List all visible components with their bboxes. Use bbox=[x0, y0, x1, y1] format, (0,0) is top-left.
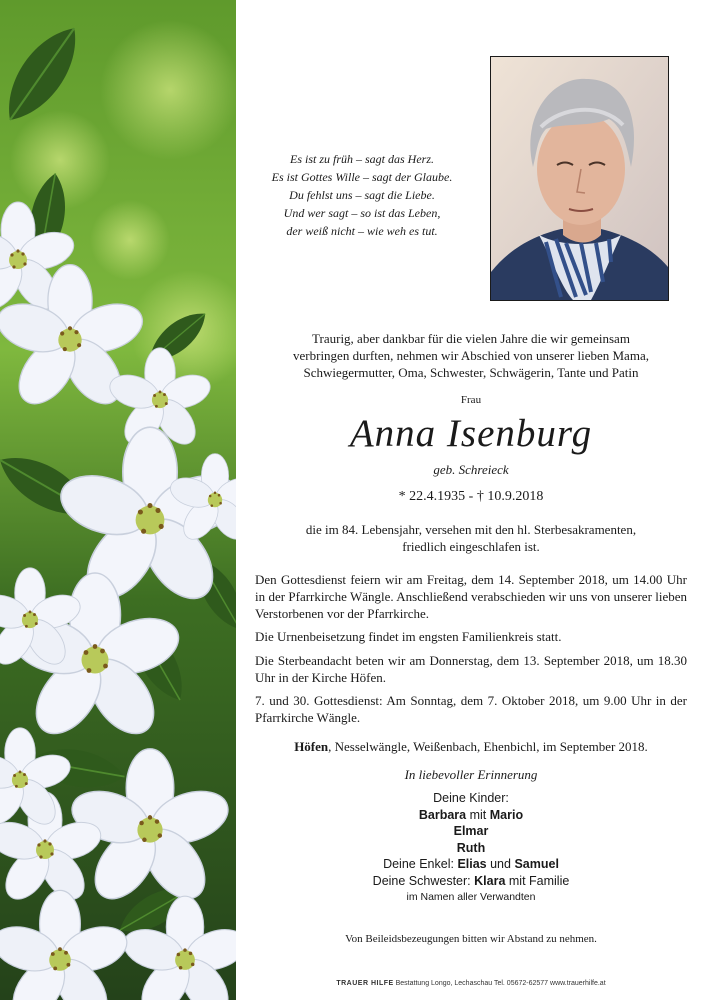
grandchildren-label: Deine Enkel: bbox=[383, 857, 454, 871]
relatives-line: im Namen aller Verwandten bbox=[406, 891, 536, 903]
partner-name: Mario bbox=[489, 807, 524, 822]
connector-text: mit bbox=[469, 807, 487, 822]
intro-line: Traurig, aber dankbar für die vielen Jahre die wir gemeinsam bbox=[312, 331, 630, 346]
maiden-name: geb. Schreieck bbox=[433, 462, 509, 477]
family-line bbox=[255, 856, 687, 873]
child-name: Elmar bbox=[453, 824, 489, 838]
child-name: Ruth bbox=[456, 840, 486, 855]
poem bbox=[248, 150, 476, 240]
family-line bbox=[255, 873, 687, 890]
funeral-paragraph: Den Gottesdienst feiern wir am Freitag, dem 14. September 2018, um 14.00 Uhr in der Pfarrkirche Wängle. Anschließend verabschieden wir uns von unserer lieben Verstorbenen vor der Pfarrkirche. bbox=[255, 572, 687, 621]
intro-line: verbringen durften, nehmen wir Abschied von unserer lieben Mama, bbox=[293, 348, 649, 363]
condolence-note: Von Beileidsbezeugungen bitten wir Abstand zu nehmen. bbox=[345, 933, 597, 945]
poem-line: der weiß nicht – wie weh es tut. bbox=[286, 224, 438, 238]
family-line bbox=[255, 807, 687, 824]
places-rest: , Nesselwängle, Weißenbach, Ehenbichl, im September 2018. bbox=[328, 739, 648, 754]
salutation: Frau bbox=[460, 394, 482, 406]
places-line bbox=[255, 738, 687, 755]
intro-line: Schwiegermutter, Oma, Schwester, Schwägerin, Tante und Patin bbox=[303, 365, 639, 380]
memory-line: In liebevoller Erinnerung bbox=[404, 767, 538, 782]
age-statement bbox=[255, 521, 687, 555]
sister-name: Klara bbox=[474, 873, 506, 888]
poem-line: Es ist Gottes Wille – sagt der Glaube. bbox=[271, 170, 453, 184]
urn-paragraph: Die Urnenbeisetzung findet im engsten Familienkreis statt. bbox=[255, 629, 562, 644]
connector-text: und bbox=[490, 857, 511, 871]
deceased-name: Anna Isenburg bbox=[349, 412, 593, 455]
sister-suffix: mit Familie bbox=[508, 873, 570, 888]
age-line: friedlich eingeschlafen ist. bbox=[402, 539, 540, 554]
footer-text: Bestattung Longo, Lechaschau Tel. 05672-62577 www.trauerhilfe.at bbox=[395, 980, 606, 987]
sister-label: Deine Schwester: bbox=[372, 873, 471, 888]
life-dates: * 22.4.1935 - † 10.9.2018 bbox=[398, 489, 544, 504]
poem-line: Es ist zu früh – sagt das Herz. bbox=[289, 152, 435, 166]
poem-line: Du fehlst uns – sagt die Liebe. bbox=[289, 188, 435, 202]
grandchild-name: Elias bbox=[457, 857, 487, 871]
age-line: die im 84. Lebensjahr, versehen mit den hl. Sterbesakramenten, bbox=[305, 522, 637, 537]
places-bold: Höfen bbox=[294, 739, 329, 754]
grandchild-name: Samuel bbox=[514, 857, 559, 871]
poem-line: Und wer sagt – so ist das Leben, bbox=[283, 206, 441, 220]
portrait-photo bbox=[490, 56, 669, 301]
prayer-paragraph: Die Sterbeandacht beten wir am Donnerstag, dem 13. September 2018, um 18.30 Uhr in der Kirche Höfen. bbox=[255, 653, 687, 685]
footer-brand: TRAUER HILFE bbox=[336, 980, 394, 987]
family-list bbox=[255, 790, 687, 906]
child-name: Barbara bbox=[418, 807, 467, 822]
intro-text bbox=[255, 330, 687, 381]
blossom-photo bbox=[0, 0, 236, 1000]
children-label: Deine Kinder: bbox=[433, 791, 509, 805]
footer bbox=[255, 980, 687, 987]
masses-paragraph: 7. und 30. Gottesdienst: Am Sonntag, dem 7. Oktober 2018, um 9.00 Uhr in der Pfarrkirche Wängle. bbox=[255, 693, 687, 725]
